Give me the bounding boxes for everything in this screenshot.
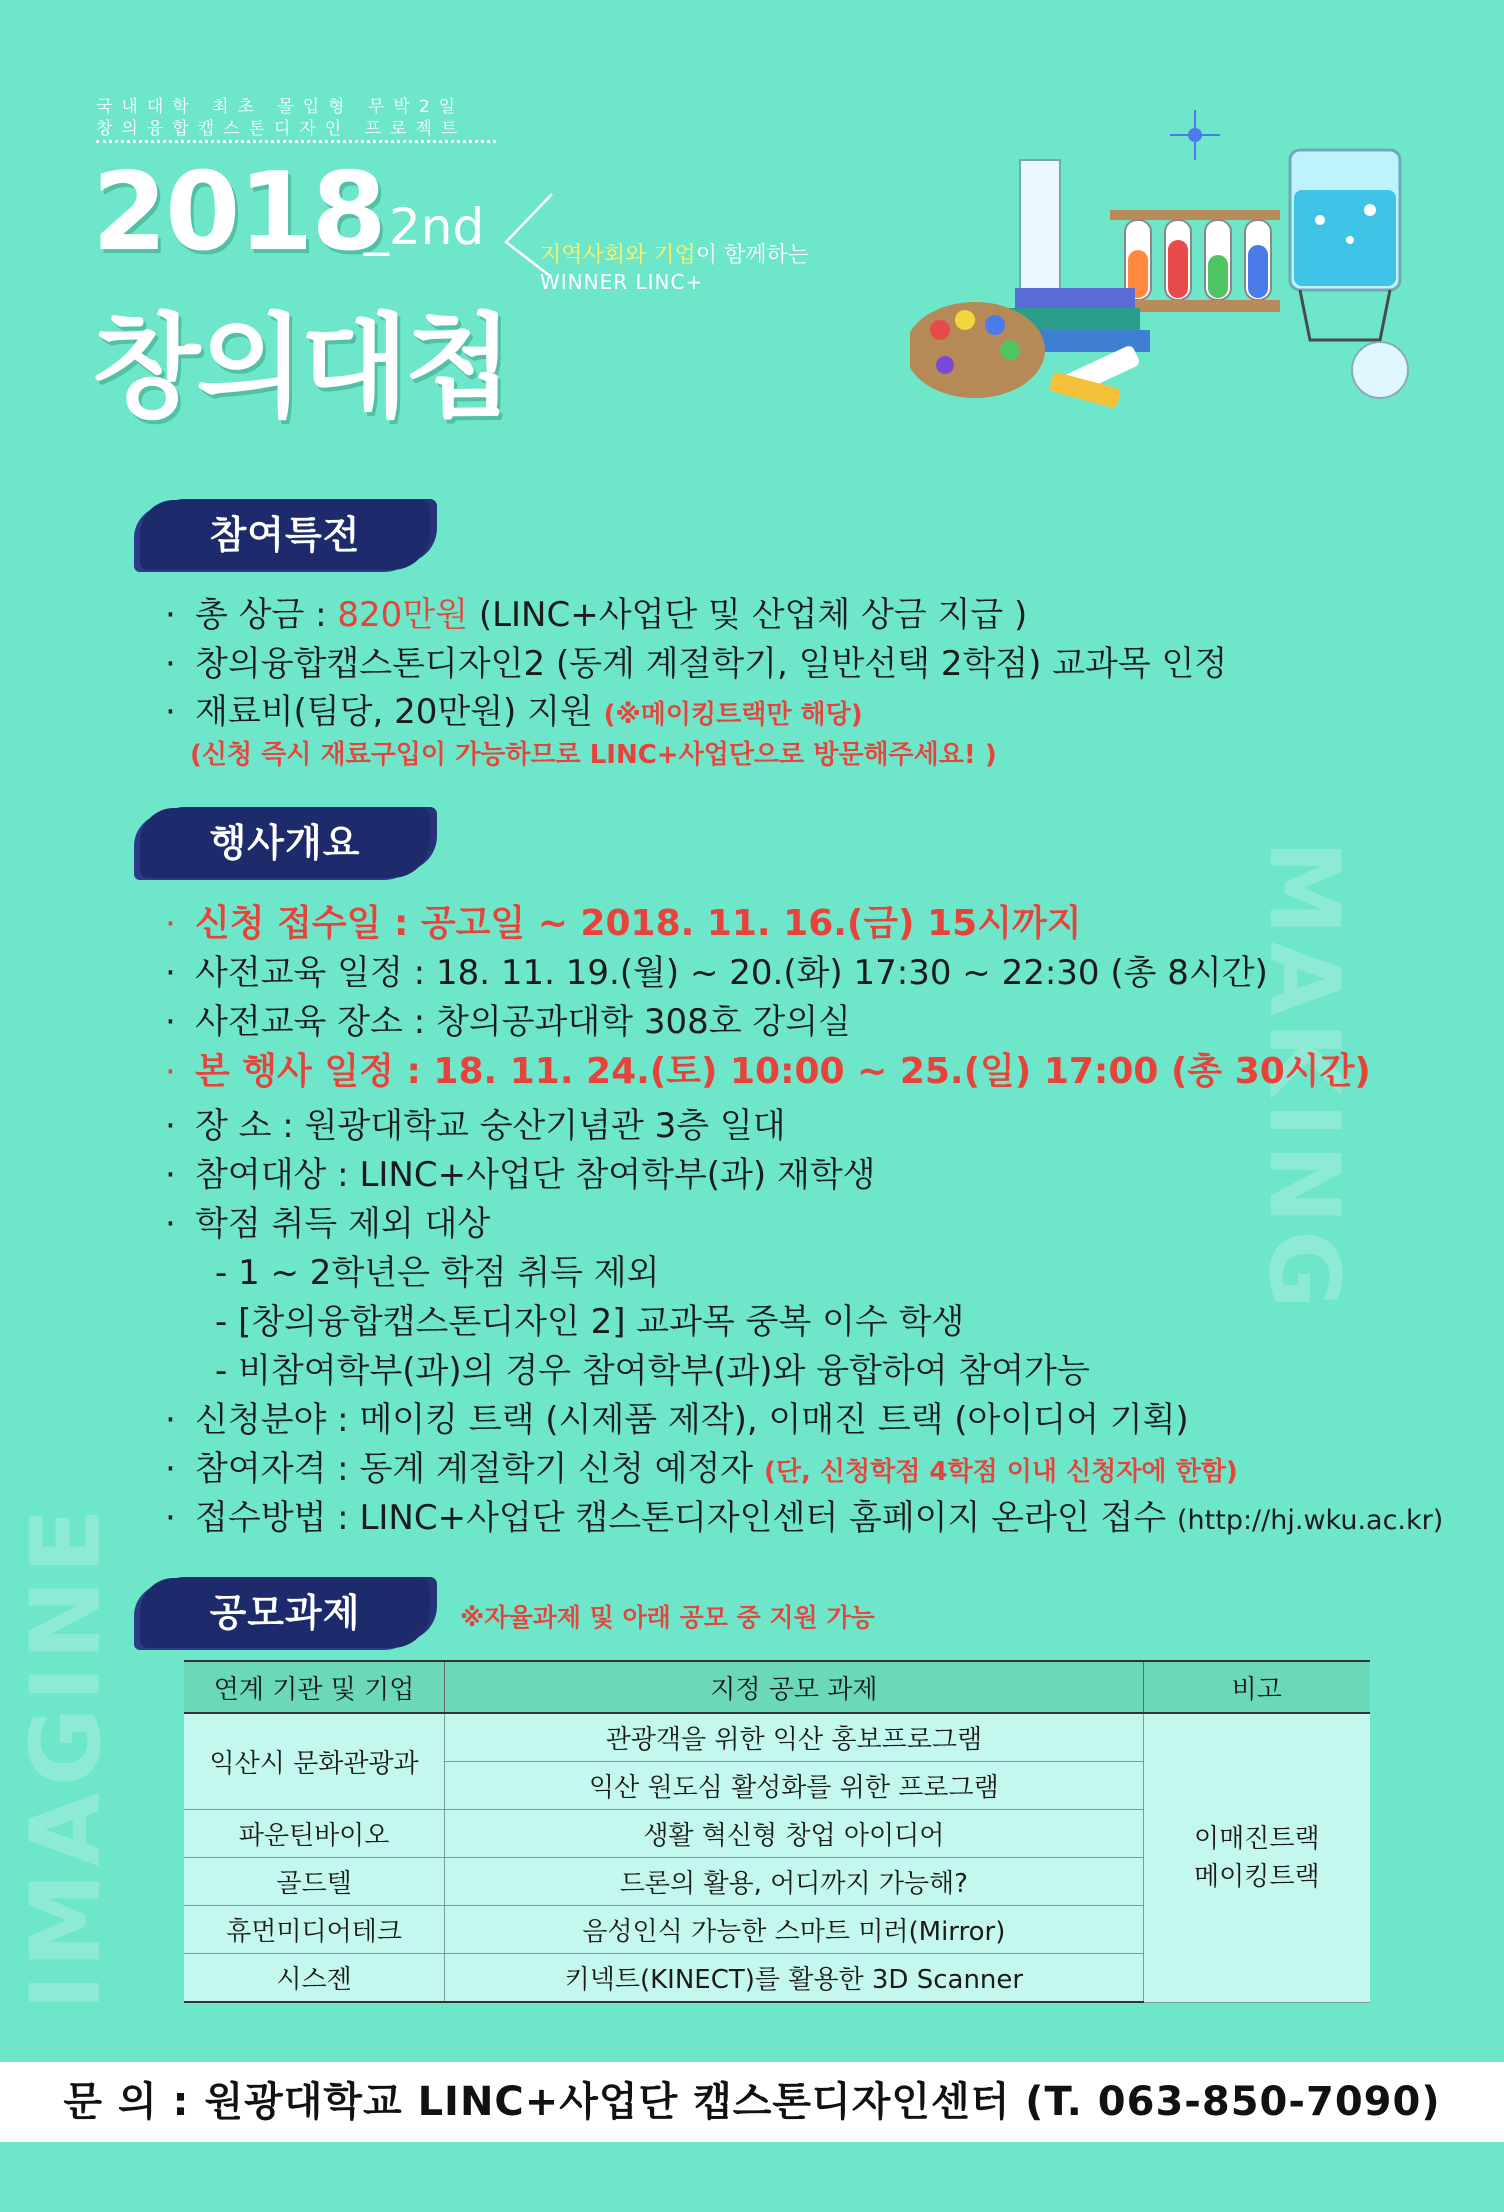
tagline-2: 창의융합캡스톤디자인 프로젝트 xyxy=(96,119,467,139)
overview-exclusion: · 학점 취득 제외 대상 xyxy=(165,1204,491,1244)
table-cell-note xyxy=(1143,1713,1370,2002)
badge-contest xyxy=(140,1578,430,1648)
overview-pre-edu-place: · 사전교육 장소 : 창의공과대학 308호 강의실 xyxy=(165,1002,851,1042)
badge-benefits xyxy=(140,500,430,570)
subtitle-winner: WINNER LINC+ xyxy=(540,270,704,294)
contest-note: ※자율과제 및 아래 공모 중 지원 가능 xyxy=(460,1603,875,1632)
overview-exclusion-a: - 1 ~ 2학년은 학점 취득 제외 xyxy=(215,1253,660,1293)
overview-main-schedule: · 본 행사 일정 : 18. 11. 24.(토) 10:00 ~ 25.(일) 17:00 (총 30시간) xyxy=(165,1051,1371,1092)
badge-overview xyxy=(140,808,430,878)
homepage-link[interactable]: (http://hj.wku.ac.kr) xyxy=(1177,1505,1444,1536)
event-year: 2018 xyxy=(92,150,385,275)
benefit-credit: · 창의융합캡스톤디자인2 (동계 계절학기, 일반선택 2학점) 교과목 인정 xyxy=(165,644,1228,684)
page-title: 창의대첩 xyxy=(92,303,509,433)
footer-contact: 문 의 : 원광대학교 LINC+사업단 캡스톤디자인센터 (T. 063-850-7090) xyxy=(63,2079,1441,2125)
benefit-material-note: (신청 즉시 재료구입이 가능하므로 LINC+사업단으로 방문해주세요! ) xyxy=(190,740,997,770)
tagline-1: 국내대학 최초 몰입형 무박2일 xyxy=(96,97,465,117)
edition-label: _2nd xyxy=(364,198,485,256)
subtitle-highlight: 지역사회와 기업 xyxy=(540,243,696,268)
table-header-note: 비고 xyxy=(1143,1661,1370,1713)
benefit-material: · 재료비(팀당, 20만원) 지원 (※메이킹트랙만 해당) xyxy=(165,692,863,732)
table-cell-task: 드론의 활용, 어디까지 가능해? xyxy=(445,1858,1143,1906)
badge-contest-label: 공모과제 xyxy=(209,1591,361,1635)
table-cell-org: 파운틴바이오 xyxy=(184,1810,445,1858)
overview-place: · 장 소 : 원광대학교 숭산기념관 3층 일대 xyxy=(165,1106,786,1146)
overview-apply-date: · 신청 접수일 : 공고일 ~ 2018. 11. 16.(금) 15시까지 xyxy=(165,903,1082,944)
subtitle xyxy=(540,238,809,269)
note-imagine-track: 이매진트랙 xyxy=(1193,1823,1320,1854)
badge-overview-label: 행사개요 xyxy=(209,821,361,865)
prize-amount: 820만원 xyxy=(337,595,469,635)
table-cell-org: 골드텔 xyxy=(184,1858,445,1906)
overview-method: · 접수방법 : LINC+사업단 캡스톤디자인센터 홈페이지 온라인 접수 (http://hj.wku.ac.kr) xyxy=(165,1498,1444,1538)
side-word-imagine: IMAGINE xyxy=(10,1502,122,2010)
overview-pre-edu-schedule: · 사전교육 일정 : 18. 11. 19.(월) ~ 20.(화) 17:30 ~ 22:30 (총 8시간) xyxy=(165,953,1268,993)
badge-benefits-label: 참여특전 xyxy=(209,513,361,557)
table-cell-org: 휴먼미디어테크 xyxy=(184,1906,445,1954)
subtitle-rest: 이 함께하는 xyxy=(695,243,810,268)
table-header-org: 연계 기관 및 기업 xyxy=(184,1661,445,1713)
table-cell-task: 음성인식 가능한 스마트 미러(Mirror) xyxy=(445,1906,1143,1954)
table-cell-org: 시스젠 xyxy=(184,1954,445,2003)
table-row xyxy=(184,1713,1370,1762)
science-art-illustration xyxy=(910,80,1430,440)
overview-target: · 참여대상 : LINC+사업단 참여학부(과) 재학생 xyxy=(165,1155,876,1195)
side-word-making: MAKING xyxy=(1248,840,1360,1316)
overview-exclusion-c: - 비참여학부(과)의 경우 참여학부(과)와 융합하여 참여가능 xyxy=(215,1351,1090,1391)
table-cell-task: 키넥트(KINECT)를 활용한 3D Scanner xyxy=(445,1954,1143,2003)
note-making-track: 메이킹트랙 xyxy=(1193,1861,1320,1892)
table-cell-task: 관광객을 위한 익산 홍보프로그램 xyxy=(445,1713,1143,1762)
overview-field: · 신청분야 : 메이킹 트랙 (시제품 제작), 이매진 트랙 (아이디어 기획) xyxy=(165,1400,1189,1440)
contest-table xyxy=(184,1660,1370,2003)
dotted-divider xyxy=(96,140,496,143)
table-cell-task: 생활 혁신형 창업 아이디어 xyxy=(445,1810,1143,1858)
table-header-task: 지정 공모 과제 xyxy=(445,1661,1143,1713)
table-cell-task: 익산 원도심 활성화를 위한 프로그램 xyxy=(445,1762,1143,1810)
table-cell-org: 익산시 문화관광과 xyxy=(184,1713,445,1810)
overview-exclusion-b: - [창의융합캡스톤디자인 2] 교과목 중복 이수 학생 xyxy=(215,1302,965,1342)
benefit-prize: · 총 상금 : 820만원 (LINC+사업단 및 산업체 상금 지급 ) xyxy=(165,595,1028,635)
overview-qualification: · 참여자격 : 동계 계절학기 신청 예정자 (단, 신청학점 4학점 이내 신청자에 한함) xyxy=(165,1449,1238,1489)
